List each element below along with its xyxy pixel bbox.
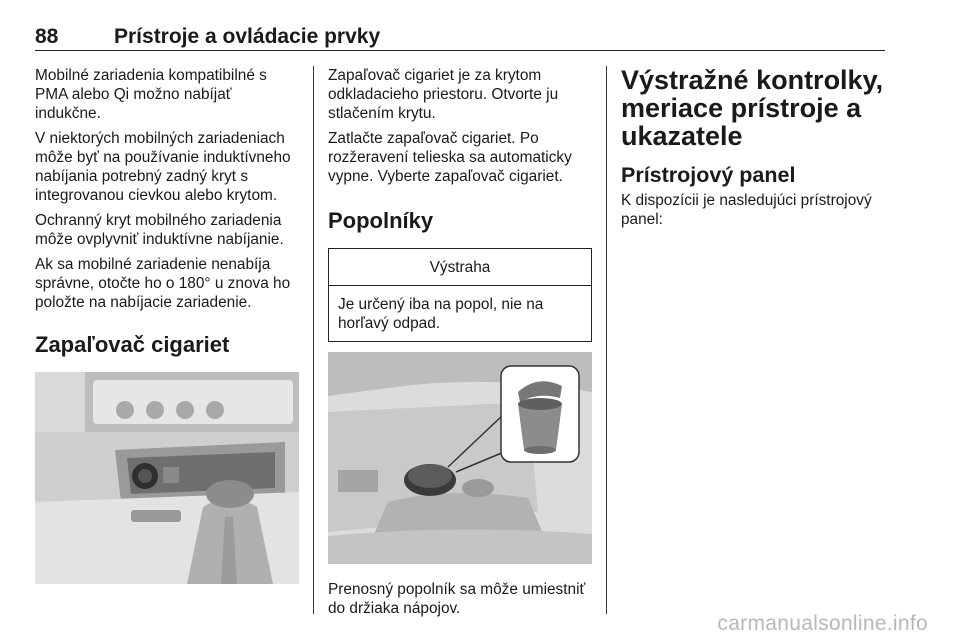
column-left [35,66,301,584]
paragraph: Mobilné zariadenia kompatibilné s PMA alebo Qi možno nabíjať indukčne. [35,67,267,122]
section-title: Prístroje a ovládacie prvky [114,25,381,48]
page-header [35,24,885,51]
paragraph: Ochranný kryt mobilného zariadenia môže ovplyvniť induktívne nabíjanie. [35,212,284,248]
subsection-heading: Prístrojový panel [621,163,796,187]
chapter-heading: Výstražné kontrolky, meriace prístroje a ukazatele [621,65,884,151]
column-divider [313,66,314,614]
paragraph: K dispozícii je nasledujúci prístrojový panel: [621,192,872,228]
paragraph: Zatlačte zapaľovač cigariet. Po rozžeravení telieska sa automaticky vypne. Vyberte zapaľovač cigariet. [328,130,572,185]
section-heading: Zapaľovač cigariet [35,332,230,357]
figure-caption: Prenosný popolník sa môže umiestniť do držiaka nápojov. [328,581,586,617]
paragraph: Ak sa mobilné zariadenie nenabíja správne, otočte ho o 180° u znova ho položte na nabíjacie zariadenie. [35,256,291,311]
column-divider [606,66,607,614]
page-number: 88 [35,25,59,48]
warning-text: Je určený iba na popol, nie na horľavý odpad. [338,296,544,332]
cigarette-lighter-illustration [35,372,299,584]
warning-title: Výstraha [329,249,591,286]
watermark-text: carmanualsonline.info [717,612,928,635]
section-heading: Popolníky [328,208,434,233]
paragraph: V niektorých mobilných zariadeniach môže byť na používanie induktívneho nabíjania potrebný zadný kryt s integrovanou cievkou alebo krytom. [35,130,291,204]
paragraph: Zapaľovač cigariet je za krytom odkladacieho priestoru. Otvorte ju stlačením krytu. [328,67,559,122]
column-right [621,66,887,235]
ashtray-illustration [328,352,592,564]
warning-box [328,248,592,342]
column-middle [328,66,594,624]
